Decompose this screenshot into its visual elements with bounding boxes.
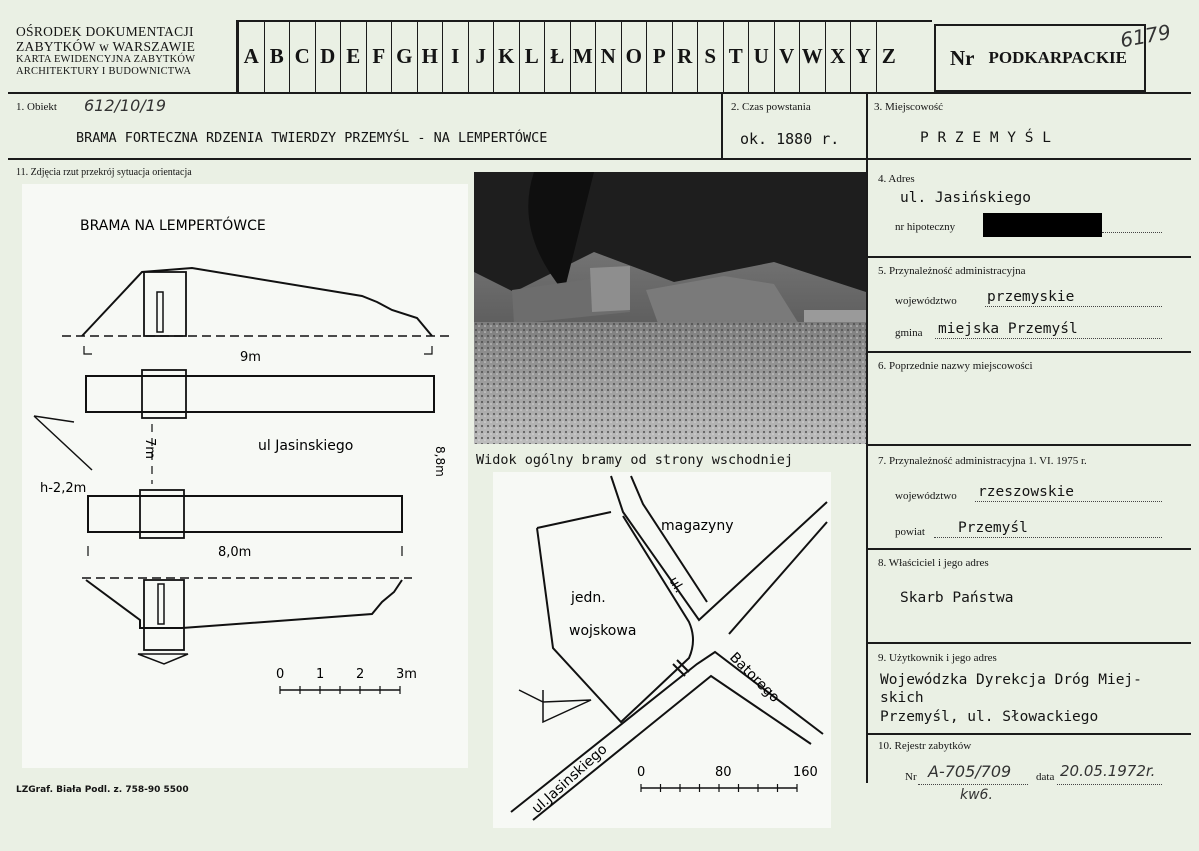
photo-caption: Widok ogólny bramy od strony wschodniej	[476, 452, 793, 468]
institution-line1: OŚRODEK DOKUMENTACJI	[16, 24, 194, 39]
north-arrow-map	[519, 690, 591, 722]
rule-5	[867, 351, 1191, 353]
site-map-panel	[493, 472, 831, 828]
user-line1: Wojewódzka Dyrekcja Dróg Miej-	[880, 672, 1142, 688]
rule-4	[867, 256, 1191, 258]
letter-10: J	[468, 20, 494, 92]
mortgage-dotted-line	[1102, 232, 1162, 233]
powiat-value: Przemyśl	[958, 520, 1028, 536]
label-wojskowa: wojskowa	[569, 623, 637, 639]
register-date-label: data	[1036, 771, 1055, 783]
register-number-box	[934, 24, 1146, 92]
label-ul: ul.	[665, 574, 687, 596]
register-date-value: 20.05.1972r.	[1060, 762, 1156, 780]
drawing-title: BRAMA NA LEMPERTÓWCE	[80, 218, 266, 234]
register-note: kw6.	[960, 787, 993, 803]
letter-25: Y	[850, 20, 876, 92]
admin-1975-label: 7. Przynależność administracyjna 1. VI. 1975 r.	[878, 455, 1087, 467]
drawing-scale-bar	[276, 667, 417, 694]
handwritten-number: 6179	[1118, 19, 1173, 53]
main-vertical-divider	[866, 93, 868, 783]
nr-label: Nr	[950, 45, 975, 70]
letter-9: I	[442, 20, 468, 92]
register-date-dotted-line	[1057, 784, 1162, 785]
voivodeship-1975-label: województwo	[895, 490, 957, 502]
letter-18: R	[672, 20, 698, 92]
object-code: 612/10/19	[84, 96, 167, 115]
dim-9m: 9m	[240, 350, 261, 365]
letter-26: Z	[876, 20, 902, 92]
north-arrow	[34, 416, 92, 470]
place-value: P R Z E M Y Ś L	[920, 130, 1051, 146]
gmina-value: miejska Przemyśl	[938, 321, 1078, 337]
mortgage-label: nr hipoteczny	[895, 221, 956, 233]
owner-label: 8. Właściciel i jego adres	[878, 557, 989, 569]
lower-gate-pier	[140, 490, 184, 538]
letter-21: U	[748, 20, 774, 92]
register-nr-dotted-line	[918, 784, 1028, 785]
elevation-gate	[144, 272, 186, 336]
place-label: 3. Miejscowość	[874, 101, 944, 113]
header-rule	[8, 92, 1191, 94]
section-door	[158, 584, 164, 624]
label-magazyny: magazyny	[661, 518, 734, 534]
letter-1: A	[238, 20, 264, 92]
upper-gate-pier	[142, 370, 186, 418]
label-batorego: Batorego	[726, 649, 783, 706]
letter-20: T	[723, 20, 749, 92]
rule-6	[867, 444, 1191, 446]
section-outline	[86, 580, 402, 628]
user-line3: Przemyśl, ul. Słowackiego	[880, 709, 1099, 725]
site-map	[493, 472, 831, 828]
row1-divider-a	[721, 93, 723, 159]
upper-wall	[86, 376, 434, 412]
voivodeship-1975-value: rzeszowskie	[978, 484, 1075, 500]
scale-map-label: 0	[637, 765, 646, 780]
scale-left-label: 2	[356, 667, 365, 682]
letter-11: K	[493, 20, 519, 92]
label-jedn: jedn.	[571, 590, 606, 606]
nr-value: PODKARPACKIE	[988, 48, 1128, 67]
letter-15: N	[595, 20, 621, 92]
letter-12: L	[519, 20, 545, 92]
scale-map-label: 80	[715, 765, 732, 780]
row1-rule	[8, 158, 1191, 160]
gmina-label: gmina	[895, 327, 923, 339]
time-label: 2. Czas powstania	[731, 101, 811, 113]
user-line2: skich	[880, 690, 924, 706]
photo-gate-pier	[590, 266, 630, 312]
voivodeship-1975-dotted-line	[975, 501, 1162, 502]
alphabet-index	[238, 20, 901, 92]
redacted-mortgage-number	[983, 213, 1102, 237]
gate-drawing	[22, 184, 468, 768]
rule-7	[867, 548, 1191, 550]
letter-3: C	[289, 20, 315, 92]
letter-4: D	[315, 20, 341, 92]
letter-2: B	[264, 20, 290, 92]
letter-8: H	[417, 20, 443, 92]
letter-16: O	[621, 20, 647, 92]
label-jasinskiego: ul.Jasinskiego	[528, 741, 611, 817]
institution-block	[16, 24, 231, 78]
letter-6: F	[366, 20, 392, 92]
printer-line: LZGraf. Biała Podl. z. 758-90 5500	[16, 785, 189, 795]
voivodeship-value: przemyskie	[987, 289, 1075, 305]
powiat-label: powiat	[895, 526, 925, 538]
owner-value: Skarb Państwa	[900, 590, 1014, 606]
scale-map-label: 160	[793, 765, 818, 780]
letter-19: S	[697, 20, 723, 92]
dim-height: h-2,2m	[40, 481, 87, 496]
object-value: BRAMA FORTECZNA RDZENIA TWIERDZY PRZEMYŚL - NA LEMPERTÓWCE	[76, 130, 548, 146]
card-type-line1: KARTA EWIDENCYJNA ZABYTKÓW	[16, 54, 196, 65]
letter-23: W	[799, 20, 825, 92]
scale-left-label: 3m	[396, 667, 417, 682]
register-nr-value: A-705/709	[928, 762, 1012, 781]
photo-grass-texture	[474, 322, 866, 444]
elevation-outline	[82, 268, 432, 336]
gate-mark	[673, 660, 689, 676]
letter-5: E	[340, 20, 366, 92]
scale-left-label: 1	[316, 667, 325, 682]
dim-7m: 7m	[142, 438, 157, 459]
powiat-dotted-line	[934, 537, 1162, 538]
address-label: 4. Adres	[878, 173, 915, 185]
object-label: 1. Obiekt	[16, 101, 57, 113]
rule-9	[867, 733, 1191, 735]
voivodeship-label: województwo	[895, 295, 957, 307]
previous-names-label: 6. Poprzednie nazwy miejscowości	[878, 360, 1033, 372]
admin-label: 5. Przynależność administracyjna	[878, 265, 1026, 277]
rule-8	[867, 642, 1191, 644]
gmina-dotted-line	[935, 338, 1162, 339]
gate-photograph	[474, 172, 866, 444]
gate-drawing-panel	[22, 184, 468, 768]
letter-7: G	[391, 20, 417, 92]
institution-line2: ZABYTKÓW w WARSZAWIE	[16, 39, 196, 54]
section-foot	[138, 654, 188, 664]
register-nr-label: Nr	[905, 771, 917, 783]
address-value: ul. Jasińskiego	[900, 190, 1031, 206]
letter-17: P	[646, 20, 672, 92]
letter-22: V	[774, 20, 800, 92]
street-label: ul Jasinskiego	[258, 438, 354, 454]
letter-24: X	[825, 20, 851, 92]
card-type-line2: ARCHITEKTURY I BUDOWNICTWA	[16, 66, 192, 77]
photos-label: 11. Zdjęcia rzut przekrój sytuacja orientacja	[16, 167, 192, 178]
elevation-door	[157, 292, 163, 332]
dim-8m: 8,0m	[218, 545, 252, 560]
scale-left-label: 0	[276, 667, 285, 682]
time-value: ok. 1880 r.	[740, 130, 840, 148]
register-label: 10. Rejestr zabytków	[878, 740, 972, 752]
lower-wall	[88, 496, 402, 532]
user-label: 9. Użytkownik i jego adres	[878, 652, 997, 664]
letter-13: Ł	[544, 20, 570, 92]
letter-14: M	[570, 20, 596, 92]
dim-8-8m: 8,8m	[433, 446, 447, 477]
photo-road	[804, 310, 866, 322]
map-scale-bar	[637, 765, 818, 792]
voivodeship-dotted-line	[985, 306, 1162, 307]
